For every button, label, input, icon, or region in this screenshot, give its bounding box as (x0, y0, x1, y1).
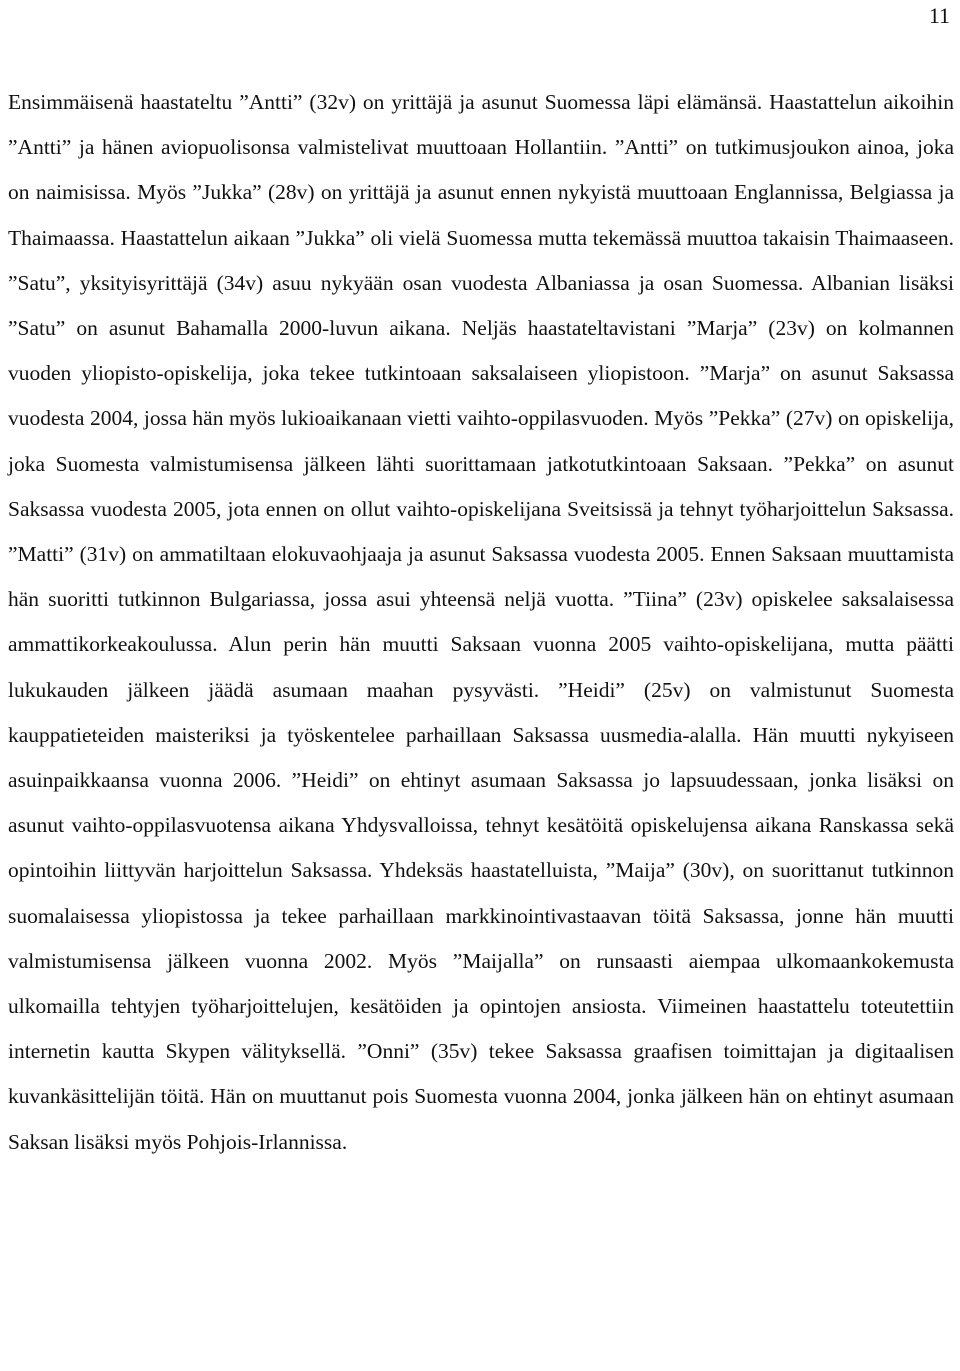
body-paragraph: Ensimmäisenä haastateltu ”Antti” (32v) on yrittäjä ja asunut Suomessa läpi elämänsä. Haastattelun aikoihin ”Antti” ja hänen aviopuolisonsa valmistelivat muuttoaan Hollantiin. ”Antti” on tutkimusjoukon ainoa, joka on naimisissa. Myös ”Jukka” (28v) on yrittäjä ja asunut ennen nykyistä muuttoaan Englannissa, Belgiassa ja Thaimaassa. Haastattelun aikaan ”Jukka” oli vielä Suomessa mutta tekemässä muuttoa takaisin Thaimaaseen. ”Satu”, yksityisyrittäjä (34v) asuu nykyään osan vuodesta Albaniassa ja osan Suomessa. Albanian lisäksi ”Satu” on asunut Bahamalla 2000-luvun aikana. Neljäs haastateltavistani ”Marja” (23v) on kolmannen vuoden yliopisto-opiskelija, joka tekee tutkintoaan saksalaiseen yliopistoon. ”Marja” on asunut Saksassa vuodesta 2004, jossa hän myös lukioaikanaan vietti vaihto-oppilasvuoden. Myös ”Pekka” (27v) on opiskelija, joka Suomesta valmistumisensa jälkeen lähti suorittamaan jatkotutkintoaan Saksaan. ”Pekka” on asunut Saksassa vuodesta 2005, jota ennen on ollut vaihto-opiskelijana Sveitsissä ja tehnyt työharjoittelun Saksassa. ”Matti” (31v) on ammatiltaan elokuvaohjaaja ja asunut Saksassa vuodesta 2005. Ennen Saksaan muuttamista hän suoritti tutkinnon Bulgariassa, jossa asui yhteensä neljä vuotta. ”Tiina” (23v) opiskelee saksalaisessa ammattikorkeakoulussa. Alun perin hän muutti Saksaan vuonna 2005 vaihto-opiskelijana, mutta päätti lukukauden jälkeen jäädä asumaan maahan pysyvästi. ”Heidi” (25v) on valmistunut Suomesta kauppatieteiden maisteriksi ja työskentelee parhaillaan Saksassa uusmedia-alalla. Hän muutti nykyiseen asuinpaikkaansa vuonna 2006. ”Heidi” on ehtinyt asumaan Saksassa jo lapsuudessaan, jonka lisäksi on asunut vaihto-oppilasvuotensa aikana Yhdysvalloissa, tehnyt kesätöitä opiskelujensa aikana Ranskassa sekä opintoihin liittyvän harjoittelun Saksassa. Yhdeksäs haastatelluista, ”Maija” (30v), on suorittanut tutkinnon suomalaisessa yliopistossa ja tekee parhaillaan markkinointivastaavan töitä Saksassa, jonne hän muutti valmistumisensa jälkeen vuonna 2002. Myös ”Maijalla” on runsaasti aiempaa ulkomaankokemusta ulkomailla tehtyjen työharjoittelujen, kesätöiden ja opintojen ansiosta. Viimeinen haastattelu toteutettiin internetin kautta Skypen välityksellä. ”Onni” (35v) tekee Saksassa graafisen toimittajan ja digitaalisen kuvankäsittelijän töitä. Hän on muuttanut pois Suomesta vuonna 2004, jonka jälkeen hän on ehtinyt asumaan Saksan lisäksi myös Pohjois-Irlannissa. (8, 90, 954, 1154)
page-number: 11 (928, 3, 950, 28)
